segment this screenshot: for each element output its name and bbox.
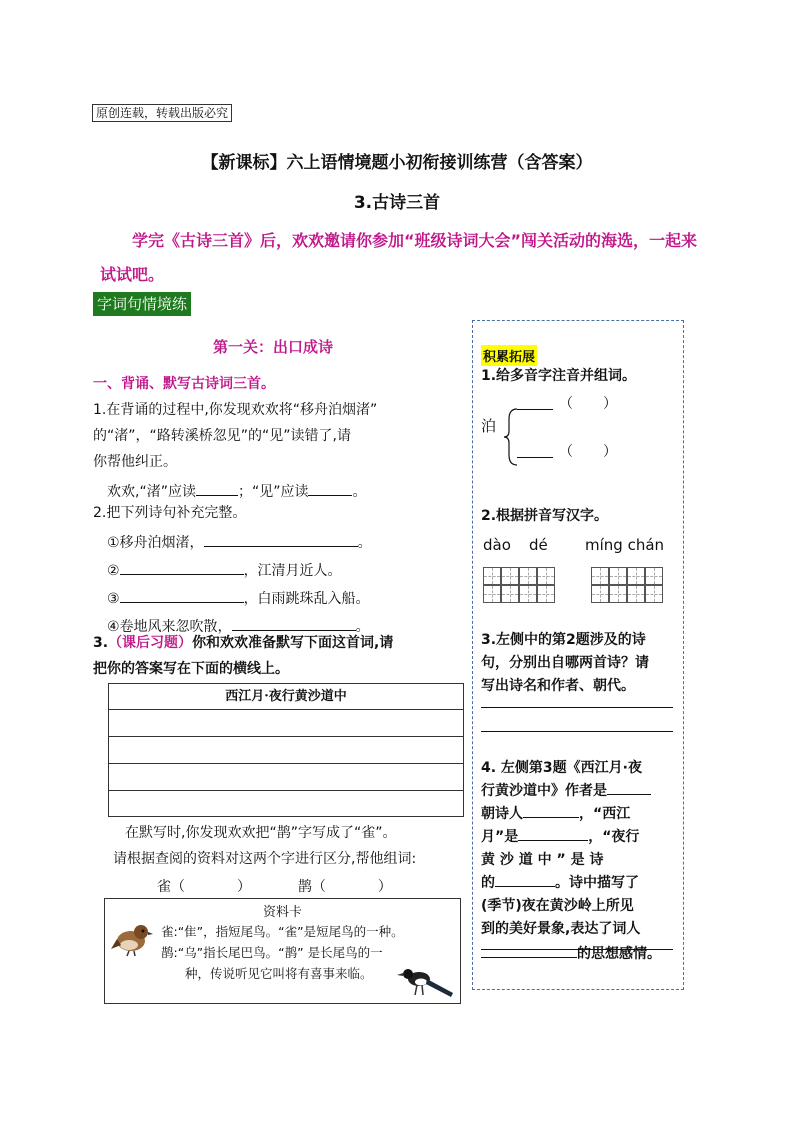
page-title: 【新课标】六上语情境题小初衔接训练营（含答案） <box>201 153 593 173</box>
writing-grid-cell[interactable] <box>591 585 609 603</box>
q3-line <box>93 630 458 656</box>
writing-grid-cell[interactable] <box>537 585 555 603</box>
paren-open: （ <box>559 444 573 460</box>
q1-line: 1.在背诵的过程中,你发现欢欢将“移舟泊烟渚” <box>93 402 378 418</box>
paren-close: ） <box>603 444 617 460</box>
q3-line: 把你的答案写在下面的横线上。 <box>93 661 289 677</box>
writing-grid-cell[interactable] <box>537 567 555 585</box>
writing-grid-cell[interactable] <box>645 585 663 603</box>
side-q4-text: 的思想感情。 <box>577 946 661 962</box>
question-3 <box>93 630 458 682</box>
paren-close: ） <box>603 396 617 412</box>
answer-blank[interactable] <box>120 560 244 575</box>
answer-blank[interactable] <box>232 616 356 631</box>
q3-text: 你和欢欢准备默写下面这首词,请 <box>192 635 394 651</box>
answer-blank[interactable] <box>308 481 352 496</box>
poem-title: 西江月·夜行黄沙道中 <box>109 684 463 710</box>
char-que2-end: ） <box>377 879 392 895</box>
pinyin-label: dé <box>529 536 548 554</box>
polyphone-char: 泊 <box>481 417 497 435</box>
side-q4 <box>481 757 676 941</box>
side-q4-text: 的 <box>481 875 495 891</box>
magpie-icon <box>397 965 453 1001</box>
brace-icon <box>503 407 519 467</box>
answer-blank[interactable] <box>517 457 553 458</box>
side-q4-text: ，“西江 <box>579 806 631 822</box>
q3-num: 3. <box>93 635 109 651</box>
writing-grid-cell[interactable] <box>609 567 627 585</box>
answer-blank[interactable] <box>196 481 238 496</box>
poem-writing-line[interactable] <box>109 791 463 817</box>
q2-title: 2.把下列诗句补充完整。 <box>93 505 247 521</box>
question-2 <box>93 500 453 640</box>
q1-answer-end: 。 <box>352 484 367 500</box>
side-q2-title: 2.根据拼音写汉字。 <box>481 508 609 524</box>
answer-blank[interactable] <box>120 588 244 603</box>
q2-item <box>93 530 453 556</box>
char-que-end: ） <box>237 879 251 895</box>
q2-item-text: 。 <box>355 619 370 635</box>
side-q3-line: 写出诗名和作者、朝代。 <box>481 678 635 694</box>
sparrow-icon <box>111 919 153 957</box>
side-q4-text: 月”是 <box>481 829 519 845</box>
side-q3 <box>481 629 676 698</box>
q3-followup <box>113 820 468 900</box>
writing-grid-cell[interactable] <box>627 585 645 603</box>
poem-writing-line[interactable] <box>109 764 463 791</box>
pinyin-label: míng chán <box>585 536 665 554</box>
level-title: 第一关：出口成诗 <box>212 338 333 356</box>
q2-item <box>93 558 453 584</box>
side-q4-line: 4. 左侧第3题《西江月·夜 <box>481 760 642 776</box>
side-q4-line <box>481 872 676 895</box>
card-line: 雀:“隹”，指短尾鸟。“雀”是短尾鸟的一种。 <box>161 924 404 939</box>
q3-word-row <box>113 874 468 900</box>
side-q3-line: 3.左侧中的第2题涉及的诗 <box>481 632 646 648</box>
q2-item-text: ③ <box>107 591 120 607</box>
side-q3-line: 句，分别出自哪两首诗？请 <box>481 655 649 671</box>
answer-blank[interactable] <box>481 943 577 958</box>
paren-row <box>559 393 617 413</box>
char-que-label: 雀（ <box>157 879 185 895</box>
q1-line: 的“渚”，“路转溪桥忽见”的“见”读错了,请 <box>93 428 351 444</box>
q2-item-text: 。 <box>357 535 372 551</box>
q1-answer-prefix: 欢欢,“渚”应读 <box>107 484 196 500</box>
writing-grid-cell[interactable] <box>501 567 519 585</box>
q3-follow-line: 请根据查阅的资料对这两个字进行区分,帮他组词: <box>113 851 417 867</box>
paren-row <box>559 441 617 461</box>
section-badge: 字词句情境练 <box>93 292 191 316</box>
side-q4-text: 。诗中描写了 <box>555 875 639 891</box>
side-q4-line: 到的美好景象,表达了词人 <box>481 921 641 937</box>
answer-line[interactable] <box>481 731 673 732</box>
pinyin-label: dào <box>483 536 511 554</box>
writing-grid-cell[interactable] <box>519 567 537 585</box>
writing-grid-cell[interactable] <box>591 567 609 585</box>
intro-text: 学完《古诗三首》后，欢欢邀请你参加“班级诗词大会”闯关活动的海选，一起来试试吧。 <box>100 231 698 284</box>
poem-writing-line[interactable] <box>109 710 463 737</box>
side-q4-line <box>481 803 676 826</box>
card-line: 鹊:“乌”指长尾巴鸟。“鹊” 是长尾鸟的一 <box>161 945 383 960</box>
question-1 <box>93 397 453 505</box>
q2-item <box>93 586 453 612</box>
q2-item-text: ，白雨跳珠乱入船。 <box>243 591 370 607</box>
writing-grid-cell[interactable] <box>519 585 537 603</box>
q2-item-text: ④卷地风来忽吹散， <box>107 619 232 635</box>
poem-writing-line[interactable] <box>109 737 463 764</box>
side-q4-text: 行黄沙道中》作者是 <box>481 783 607 799</box>
writing-grid-cell[interactable] <box>483 585 501 603</box>
copyright-stamp: 原创连载，转载出版必究 <box>92 104 232 122</box>
writing-grid-cell[interactable] <box>627 567 645 585</box>
char-que2-label: 鹊（ <box>297 879 326 895</box>
writing-grid-cell[interactable] <box>483 567 501 585</box>
q2-item-text: ，江清月近人。 <box>243 563 342 579</box>
q1-answer-mid: ；“见”应读 <box>237 484 309 500</box>
side-badge: 积累拓展 <box>481 345 537 366</box>
writing-grid-cell[interactable] <box>609 585 627 603</box>
answer-blank[interactable] <box>204 532 358 547</box>
section-heading: 一、背诵、默写古诗词三首。 <box>93 376 275 392</box>
side-q4-end <box>481 943 661 963</box>
q3-tag: （课后习题） <box>108 635 193 651</box>
q1-line: 你帮他纠正。 <box>93 454 177 470</box>
q2-item-text: ② <box>107 563 120 579</box>
q3-follow-line: 在默写时,你发现欢欢把“鹊”字写成了“雀”。 <box>125 825 397 841</box>
paren-open: （ <box>559 396 573 412</box>
side-q1-title: 1.给多音字注音并组词。 <box>481 368 637 384</box>
side-q4-text: ，“夜行 <box>588 829 640 845</box>
side-q4-text: 朝诗人 <box>481 806 523 822</box>
writing-grid-cell[interactable] <box>501 585 519 603</box>
answer-line[interactable] <box>481 707 673 708</box>
side-q4-line: 黄 沙 道 中 ” 是 诗 <box>481 852 604 868</box>
side-q4-line: (季节)夜在黄沙岭上所见 <box>481 898 634 914</box>
side-q4-line <box>481 826 676 849</box>
answer-blank[interactable] <box>518 826 588 841</box>
answer-blank[interactable] <box>495 872 555 887</box>
info-card <box>104 898 461 1004</box>
answer-blank[interactable] <box>517 409 553 410</box>
poem-writing-box <box>108 683 464 817</box>
answer-blank[interactable] <box>523 803 579 818</box>
card-line: 种，传说听见它叫将有喜事来临。 <box>185 966 373 981</box>
card-title: 资料卡 <box>262 905 302 920</box>
side-q4-line <box>481 780 676 803</box>
side-panel <box>472 320 684 990</box>
writing-grid-cell[interactable] <box>645 567 663 585</box>
answer-blank[interactable] <box>607 780 651 795</box>
lesson-title: 3.古诗三首 <box>353 193 441 213</box>
q2-item-text: ①移舟泊烟渚， <box>107 535 204 551</box>
